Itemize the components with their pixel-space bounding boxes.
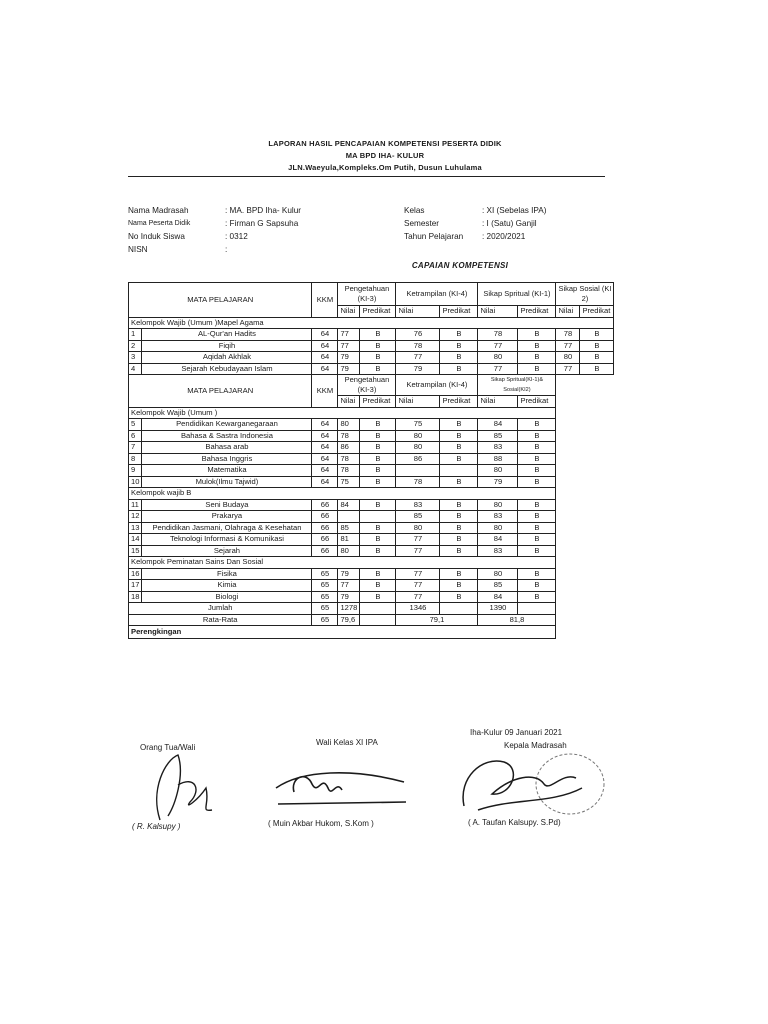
sikap-nilai: 80 xyxy=(478,522,518,534)
row-number: 17 xyxy=(129,580,142,592)
row-number: 8 xyxy=(129,453,142,465)
value-semester: : I (Satu) Ganjil xyxy=(482,219,537,228)
sikap-predikat: B xyxy=(518,511,556,523)
sikap-nilai: 85 xyxy=(478,430,518,442)
table-row xyxy=(129,442,614,454)
sikap-nilai: 80 xyxy=(478,499,518,511)
jumlah-kkm: 65 xyxy=(312,603,338,615)
th-predikat: Predikat xyxy=(360,396,396,408)
perengkingan-row xyxy=(129,626,614,639)
ketrampilan-nilai: 75 xyxy=(396,419,440,431)
ketrampilan-nilai xyxy=(396,465,440,477)
ketrampilan-nilai: 76 xyxy=(396,329,440,341)
row-number: 6 xyxy=(129,430,142,442)
sikap-predikat: B xyxy=(518,534,556,546)
ketrampilan-nilai: 80 xyxy=(396,430,440,442)
pengetahuan-nilai: 79 xyxy=(338,352,360,364)
subject-name: Biologi xyxy=(142,591,312,603)
sikap-nilai: 83 xyxy=(478,511,518,523)
th-predikat: Predikat xyxy=(440,396,478,408)
header-row-1 xyxy=(129,283,614,306)
ketrampilan-predikat: B xyxy=(440,352,478,364)
th-mata-pelajaran: MATA PELAJARAN xyxy=(129,375,312,408)
pengetahuan-nilai: 78 xyxy=(338,430,360,442)
value-no-induk: : 0312 xyxy=(225,232,248,241)
pengetahuan-nilai: 79 xyxy=(338,591,360,603)
subject-name: AL-Qur'an Hadits xyxy=(142,329,312,341)
sikap-nilai: 79 xyxy=(478,476,518,488)
section-row-umum xyxy=(129,407,614,419)
row-number: 10 xyxy=(129,476,142,488)
ketrampilan-predikat: B xyxy=(440,580,478,592)
subject-name: Bahasa Inggris xyxy=(142,453,312,465)
kkm-value: 64 xyxy=(312,352,338,364)
jumlah-ketrampilan: 1346 xyxy=(396,603,440,615)
spiritual-nilai: 78 xyxy=(478,329,518,341)
value-nama-madrasah: : MA. BPD Iha- Kulur xyxy=(225,206,301,215)
spiritual-predikat: B xyxy=(518,329,556,341)
jumlah-pengetahuan: 1278 xyxy=(338,603,360,615)
pengetahuan-predikat: B xyxy=(360,534,396,546)
pengetahuan-nilai: 84 xyxy=(338,499,360,511)
orang-tua-name: ( R. Kalsupy ) xyxy=(132,822,181,831)
umum-rows xyxy=(129,419,614,488)
pengetahuan-nilai: 81 xyxy=(338,534,360,546)
kkm-value: 64 xyxy=(312,465,338,477)
table-row xyxy=(129,522,614,534)
sikap-nilai: 84 xyxy=(478,419,518,431)
th-kkm: KKM xyxy=(312,375,338,408)
th-nilai: Nilai xyxy=(396,396,440,408)
row-number: 7 xyxy=(129,442,142,454)
sikap-predikat: B xyxy=(518,476,556,488)
th-sikap-combined: Sikap Spritual(KI-1)& Sosial(KI2) xyxy=(478,375,556,396)
student-info-right xyxy=(404,204,546,243)
sikap-predikat: B xyxy=(518,419,556,431)
label-semester: Semester xyxy=(404,219,440,228)
pengetahuan-predikat: B xyxy=(360,591,396,603)
ketrampilan-nilai: 79 xyxy=(396,363,440,375)
section-row-b xyxy=(129,488,614,500)
kepala-title: Kepala Madrasah xyxy=(504,741,567,750)
section-row-agama xyxy=(129,317,614,329)
sosial-predikat: B xyxy=(580,329,614,341)
sikap-nilai: 83 xyxy=(478,545,518,557)
table-row xyxy=(129,363,614,375)
section-label: Kelompok Peminatan Sains Dan Sosial xyxy=(129,557,556,569)
ketrampilan-nilai: 77 xyxy=(396,352,440,364)
ketrampilan-nilai: 77 xyxy=(396,534,440,546)
sikap-predikat: B xyxy=(518,545,556,557)
agama-rows xyxy=(129,329,614,375)
ketrampilan-nilai: 83 xyxy=(396,499,440,511)
ketrampilan-predikat: B xyxy=(440,511,478,523)
kkm-value: 65 xyxy=(312,568,338,580)
table-row xyxy=(129,534,614,546)
th-ketrampilan: Ketrampilan (KI-4) xyxy=(396,283,478,306)
pengetahuan-predikat: B xyxy=(360,499,396,511)
row-number: 12 xyxy=(129,511,142,523)
sosial-nilai: 77 xyxy=(556,340,580,352)
orang-tua-title: Orang Tua/Wali xyxy=(140,743,196,752)
pengetahuan-predikat: B xyxy=(360,430,396,442)
kkm-value: 64 xyxy=(312,340,338,352)
row-number: 2 xyxy=(129,340,142,352)
sikap-predikat: B xyxy=(518,465,556,477)
rata-ketrampilan: 79,1 xyxy=(396,614,478,626)
pengetahuan-nilai: 79 xyxy=(338,363,360,375)
subject-name: Prakarya xyxy=(142,511,312,523)
ketrampilan-nilai: 78 xyxy=(396,340,440,352)
th-predikat: Predikat xyxy=(580,306,614,318)
ketrampilan-nilai: 78 xyxy=(396,476,440,488)
ketrampilan-nilai: 77 xyxy=(396,591,440,603)
b-rows xyxy=(129,499,614,557)
sikap-predikat: B xyxy=(518,453,556,465)
ketrampilan-predikat: B xyxy=(440,442,478,454)
row-number: 9 xyxy=(129,465,142,477)
pengetahuan-nilai: 80 xyxy=(338,419,360,431)
sikap-predikat: B xyxy=(518,591,556,603)
pengetahuan-nilai: 75 xyxy=(338,476,360,488)
subject-name: Pendidikan Kewarganegaraan xyxy=(142,419,312,431)
pengetahuan-predikat: B xyxy=(360,465,396,477)
kkm-value: 65 xyxy=(312,591,338,603)
subject-name: Bahasa arab xyxy=(142,442,312,454)
capaian-title: CAPAIAN KOMPETENSI xyxy=(411,261,509,270)
kkm-value: 66 xyxy=(312,522,338,534)
pengetahuan-predikat: B xyxy=(360,522,396,534)
kkm-value: 66 xyxy=(312,545,338,557)
rata-kkm: 65 xyxy=(312,614,338,626)
sikap-nilai: 80 xyxy=(478,465,518,477)
pengetahuan-nilai: 78 xyxy=(338,453,360,465)
kkm-value: 66 xyxy=(312,534,338,546)
kkm-value: 66 xyxy=(312,499,338,511)
pengetahuan-nilai: 78 xyxy=(338,465,360,477)
sikap-predikat: B xyxy=(518,442,556,454)
pengetahuan-nilai: 80 xyxy=(338,545,360,557)
spiritual-predikat: B xyxy=(518,352,556,364)
row-number: 18 xyxy=(129,591,142,603)
ketrampilan-nilai: 80 xyxy=(396,522,440,534)
table-row xyxy=(129,430,614,442)
sosial-predikat: B xyxy=(580,352,614,364)
ketrampilan-nilai: 85 xyxy=(396,511,440,523)
value-tahun: : 2020/2021 xyxy=(482,232,526,241)
school-address: JLN.Waeyula,Kompleks.Om Putih, Dusun Luhulama xyxy=(288,163,482,172)
wali-kelas-name: ( Muin Akbar Hukom, S.Kom ) xyxy=(268,819,374,828)
kepala-signature-stamp xyxy=(452,748,612,818)
pengetahuan-predikat: B xyxy=(360,329,396,341)
ketrampilan-predikat: B xyxy=(440,476,478,488)
sikap-nilai: 80 xyxy=(478,568,518,580)
th-nilai: Nilai xyxy=(338,396,360,408)
header-row-3 xyxy=(129,375,614,396)
th-sikap-sosial: Sikap Sosial (KI 2) xyxy=(556,283,614,306)
table-row xyxy=(129,568,614,580)
ketrampilan-predikat: B xyxy=(440,419,478,431)
pengetahuan-nilai: 77 xyxy=(338,329,360,341)
perengkingan-label: Perengkingan xyxy=(129,626,556,639)
th-kkm: KKM xyxy=(312,283,338,318)
spiritual-predikat: B xyxy=(518,340,556,352)
sikap-nilai: 84 xyxy=(478,534,518,546)
kkm-value: 64 xyxy=(312,476,338,488)
table-row xyxy=(129,499,614,511)
sosial-predikat: B xyxy=(580,340,614,352)
place-date: Iha-Kulur 09 Januari 2021 xyxy=(470,728,563,737)
ketrampilan-nilai: 80 xyxy=(396,442,440,454)
sikap-predikat: B xyxy=(518,568,556,580)
row-number: 5 xyxy=(129,419,142,431)
value-kelas: : XI (Sebelas IPA) xyxy=(482,206,547,215)
pengetahuan-nilai: 77 xyxy=(338,580,360,592)
kkm-value: 64 xyxy=(312,329,338,341)
label-tahun: Tahun Pelajaran xyxy=(404,232,464,241)
ketrampilan-predikat: B xyxy=(440,499,478,511)
ketrampilan-predikat: B xyxy=(440,591,478,603)
jumlah-blank xyxy=(360,603,396,615)
ketrampilan-predikat: B xyxy=(440,340,478,352)
sikap-nilai: 85 xyxy=(478,580,518,592)
pengetahuan-nilai: 85 xyxy=(338,522,360,534)
subject-name: Pendidikan Jasmani, Olahraga & Kesehatan xyxy=(142,522,312,534)
jumlah-sikap: 1390 xyxy=(478,603,518,615)
school-name: MA BPD IHA- KULUR xyxy=(345,151,425,160)
pengetahuan-nilai: 86 xyxy=(338,442,360,454)
spiritual-nilai: 77 xyxy=(478,363,518,375)
th-predikat: Predikat xyxy=(360,306,396,318)
kkm-value: 66 xyxy=(312,511,338,523)
kepala-name: ( A. Taufan Kalsupy. S.Pd) xyxy=(468,818,561,827)
jumlah-blank xyxy=(518,603,556,615)
ketrampilan-predikat: B xyxy=(440,329,478,341)
table-row xyxy=(129,329,614,341)
sosial-nilai: 80 xyxy=(556,352,580,364)
peminatan-rows xyxy=(129,568,614,603)
pengetahuan-nilai xyxy=(338,511,360,523)
pengetahuan-predikat xyxy=(360,511,396,523)
ketrampilan-predikat: B xyxy=(440,453,478,465)
empty-area xyxy=(556,375,614,419)
section-row-peminatan xyxy=(129,557,614,569)
row-number: 13 xyxy=(129,522,142,534)
pengetahuan-predikat: B xyxy=(360,568,396,580)
pengetahuan-predikat: B xyxy=(360,442,396,454)
row-number: 15 xyxy=(129,545,142,557)
th-predikat: Predikat xyxy=(518,396,556,408)
kkm-value: 64 xyxy=(312,453,338,465)
rata-sikap: 81,8 xyxy=(478,614,556,626)
label-no-induk: No Induk Siswa xyxy=(128,232,185,241)
subject-name: Kimia xyxy=(142,580,312,592)
subject-name: Sejarah xyxy=(142,545,312,557)
pengetahuan-predikat: B xyxy=(360,453,396,465)
spiritual-nilai: 77 xyxy=(478,340,518,352)
rata-row xyxy=(129,614,614,626)
grade-table xyxy=(128,282,614,639)
sikap-predikat: B xyxy=(518,499,556,511)
table-row xyxy=(129,465,614,477)
pengetahuan-predikat: B xyxy=(360,363,396,375)
subject-name: Bahasa & Sastra Indonesia xyxy=(142,430,312,442)
th-nilai: Nilai xyxy=(396,306,440,318)
subject-name: Aqidah Akhlak xyxy=(142,352,312,364)
pengetahuan-predikat: B xyxy=(360,580,396,592)
ketrampilan-predikat: B xyxy=(440,545,478,557)
empty-area xyxy=(556,626,614,639)
th-predikat: Predikat xyxy=(440,306,478,318)
value-nisn: : xyxy=(225,245,228,254)
jumlah-row xyxy=(129,603,614,615)
pengetahuan-nilai: 77 xyxy=(338,340,360,352)
table-row xyxy=(129,419,614,431)
subject-name: Teknologi Informasi & Komunikasi xyxy=(142,534,312,546)
spiritual-predikat: B xyxy=(518,363,556,375)
sikap-predikat: B xyxy=(518,430,556,442)
table-row xyxy=(129,511,614,523)
subject-name: Fiqih xyxy=(142,340,312,352)
table-row xyxy=(129,580,614,592)
th-pengetahuan: Pengetahuan (KI-3) xyxy=(338,283,396,306)
kkm-value: 64 xyxy=(312,430,338,442)
pengetahuan-predikat: B xyxy=(360,545,396,557)
label-nama-madrasah: Nama Madrasah xyxy=(128,206,189,215)
report-title: LAPORAN HASIL PENCAPAIAN KOMPETENSI PESERTA DIDIK xyxy=(268,139,502,148)
table-row xyxy=(129,545,614,557)
th-sikap-spiritual: Sikap Spritual (KI-1) xyxy=(478,283,556,306)
section-label: Kelompok Wajib (Umum )Mapel Agama xyxy=(129,317,614,329)
sikap-predikat: B xyxy=(518,522,556,534)
subject-name: Seni Budaya xyxy=(142,499,312,511)
sikap-nilai: 83 xyxy=(478,442,518,454)
rata-pengetahuan: 79,6 xyxy=(338,614,360,626)
kkm-value: 64 xyxy=(312,363,338,375)
sosial-nilai: 78 xyxy=(556,329,580,341)
th-nilai: Nilai xyxy=(478,306,518,318)
student-info-left xyxy=(128,204,301,256)
row-number: 3 xyxy=(129,352,142,364)
table-row xyxy=(129,352,614,364)
rata-label: Rata-Rata xyxy=(129,614,312,626)
kkm-value: 64 xyxy=(312,442,338,454)
subject-name: Sejarah Kebudayaan Islam xyxy=(142,363,312,375)
subject-name: Matematika xyxy=(142,465,312,477)
label-nisn: NISN xyxy=(128,245,148,254)
kkm-value: 65 xyxy=(312,580,338,592)
pengetahuan-predikat: B xyxy=(360,340,396,352)
th-predikat: Predikat xyxy=(518,306,556,318)
section-label: Kelompok wajib B xyxy=(129,488,556,500)
header-divider xyxy=(128,176,605,177)
pengetahuan-predikat: B xyxy=(360,352,396,364)
sosial-predikat: B xyxy=(580,363,614,375)
subject-name: Fisika xyxy=(142,568,312,580)
pengetahuan-predikat: B xyxy=(360,419,396,431)
table-row xyxy=(129,591,614,603)
row-number: 16 xyxy=(129,568,142,580)
jumlah-label: Jumlah xyxy=(129,603,312,615)
ketrampilan-predikat: B xyxy=(440,363,478,375)
ketrampilan-nilai: 77 xyxy=(396,545,440,557)
value-nama-peserta: : Firman G Sapsuha xyxy=(225,219,299,228)
pengetahuan-nilai: 79 xyxy=(338,568,360,580)
sosial-nilai: 77 xyxy=(556,363,580,375)
wali-kelas-title: Wali Kelas XI IPA xyxy=(316,738,378,747)
sikap-nilai: 84 xyxy=(478,591,518,603)
row-number: 11 xyxy=(129,499,142,511)
table-row xyxy=(129,453,614,465)
ketrampilan-predikat: B xyxy=(440,568,478,580)
th-mata-pelajaran: MATA PELAJARAN xyxy=(129,283,312,318)
ketrampilan-predikat: B xyxy=(440,430,478,442)
ketrampilan-nilai: 77 xyxy=(396,568,440,580)
ketrampilan-nilai: 77 xyxy=(396,580,440,592)
wali-signature xyxy=(272,760,412,810)
sikap-predikat: B xyxy=(518,580,556,592)
th-nilai: Nilai xyxy=(478,396,518,408)
ketrampilan-predikat xyxy=(440,465,478,477)
rata-blank xyxy=(360,614,396,626)
jumlah-blank xyxy=(440,603,478,615)
row-number: 14 xyxy=(129,534,142,546)
table-row xyxy=(129,340,614,352)
subject-name: Mulok(Ilmu Tajwid) xyxy=(142,476,312,488)
table-row xyxy=(129,476,614,488)
spiritual-nilai: 80 xyxy=(478,352,518,364)
th-nilai: Nilai xyxy=(556,306,580,318)
label-nama-peserta: Nama Peserta Didik xyxy=(128,220,191,227)
ketrampilan-nilai: 86 xyxy=(396,453,440,465)
kkm-value: 64 xyxy=(312,419,338,431)
sikap-nilai: 88 xyxy=(478,453,518,465)
th-pengetahuan: Pengetahuan (KI-3) xyxy=(338,375,396,396)
section-label: Kelompok Wajib (Umum ) xyxy=(129,407,556,419)
parent-signature xyxy=(140,750,220,825)
th-ketrampilan: Ketrampilan (KI-4) xyxy=(396,375,478,396)
ketrampilan-predikat: B xyxy=(440,522,478,534)
row-number: 4 xyxy=(129,363,142,375)
label-kelas: Kelas xyxy=(404,206,425,215)
row-number: 1 xyxy=(129,329,142,341)
th-nilai: Nilai xyxy=(338,306,360,318)
ketrampilan-predikat: B xyxy=(440,534,478,546)
pengetahuan-predikat: B xyxy=(360,476,396,488)
